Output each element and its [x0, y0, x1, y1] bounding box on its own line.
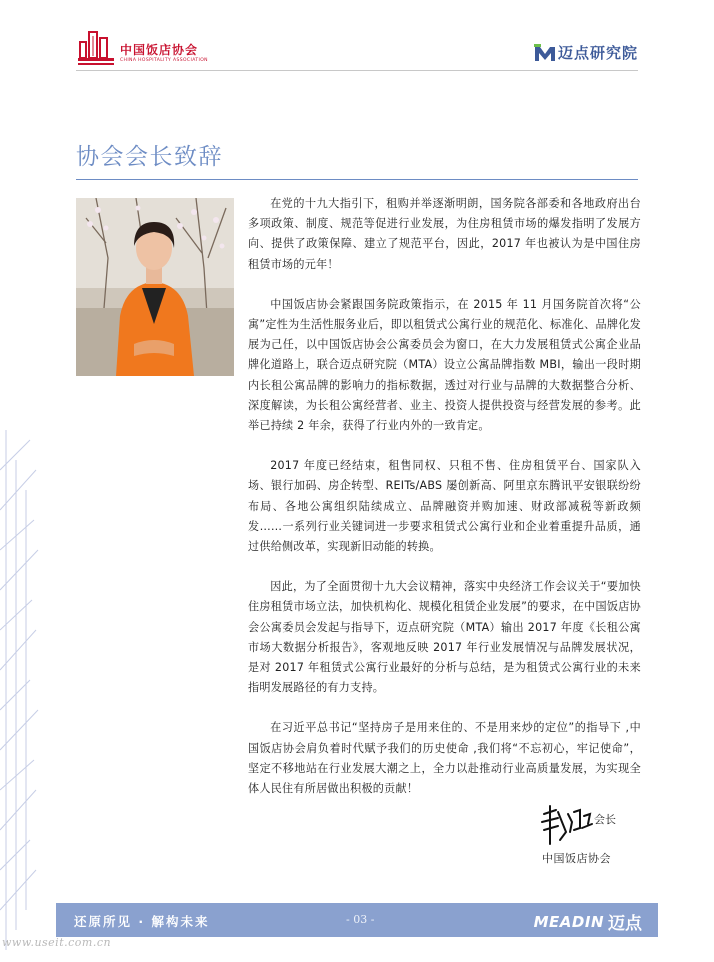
president-portrait-image	[76, 198, 234, 376]
watermark: www.useit.com.cn	[2, 936, 112, 949]
speech-body	[248, 194, 641, 819]
mta-logo	[534, 44, 638, 62]
footer-slogan: 还原所见 · 解构未来	[74, 914, 210, 929]
header-divider	[76, 70, 638, 71]
hotel-association-logo-icon	[76, 28, 116, 68]
paragraph: 2017 年度已经结束，租售同权、只租不售、住房租赁平台、国家队入场、银行加码、房企转型、REITs/ABS 屡创新高、阿里京东腾讯平安银联纷纷布局、各地公寓组织陆续成立、品牌融资并购加速、财政部减税等新政频发……一系列行业关键词进一步要求租赁式公寓行业和企业着重提升品质，通过供给侧改革，实现新旧动能的转换。	[248, 459, 641, 554]
page-footer	[56, 903, 658, 937]
logo-cn-text: 中国饭店协会	[120, 43, 199, 57]
paragraph: 在党的十九大指引下，租购并举逐渐明朗，国务院各部委和各地政府出台多项政策、制度、规范等促进行业发展，为住房租赁市场的爆发指明了发展方向、提供了政策保障、建立了规范平台，因此，2017 年也被认为是中国住房租赁市场的元年！	[248, 197, 641, 271]
page-title: 协会会长致辞	[76, 144, 223, 170]
signature-title: 会长	[594, 813, 616, 826]
paragraph: 因此，为了全面贯彻十九大会议精神，落实中央经济工作会议关于“要加快住房租赁市场立法，加快机构化、规模化租赁企业发展”的要求，在中国饭店协会公寓委员会发起与指导下，迈点研究院（MTA）输出 2017 年度《长租公寓市场大数据分析报告》，客观地反映 2017 年行业发展情况与品牌发展状况，是对 2017 年租赁式公寓行业最好的分析与总结，是为租赁式公寓行业的未来指明发展路径的有力支持。	[248, 580, 641, 695]
meadin-logo	[534, 909, 642, 934]
paragraph: 在习近平总书记“坚持房子是用来住的、不是用来炒的定位”的指导下 ,中国饭店协会肩负着时代赋予我们的历史使命 ,我们将“不忘初心，牢记使命”，坚定不移地站在行业发展大潮之上，全力以赴推动行业高质量发展，为实现全体人民住有所居做出积极的贡献！	[248, 721, 641, 796]
china-hospitality-logo	[76, 28, 208, 68]
signature-organization: 中国饭店协会	[542, 852, 611, 865]
meadin-logo-text: MEADIN	[533, 912, 604, 931]
president-photo	[76, 198, 234, 376]
title-divider	[76, 179, 638, 180]
mta-logo-text: 迈点研究院	[557, 44, 638, 62]
mta-logo-icon	[534, 44, 556, 62]
left-decoration	[0, 430, 40, 950]
page-number: - 03 -	[346, 913, 375, 926]
meadin-logo-cn-text: 迈点	[608, 914, 642, 934]
logo-en-text: CHINA HOSPITALITY ASSOCIATION	[120, 58, 208, 63]
page-header	[0, 0, 714, 78]
paragraph: 中国饭店协会紧跟国务院政策指示，在 2015 年 11 月国务院首次将“公寓”定性为生活性服务业后，即以租赁式公寓行业的规范化、标准化、品牌化发展为己任，以中国饭店协会公寓委员会为窗口，在大力发展租赁式公寓企业品牌化道路上，联合迈点研究院（MTA）设立公寓品牌指数 MBI，输出一段时期内长租公寓品牌的影响力的指标数据，透过对行业与品牌的大数据整合分析、深度解读，为长租公寓经营者、业主、投资人提供投资与经营发展的参考。此举已持续 2 年余，获得了行业内外的一致肯定。	[248, 297, 641, 433]
